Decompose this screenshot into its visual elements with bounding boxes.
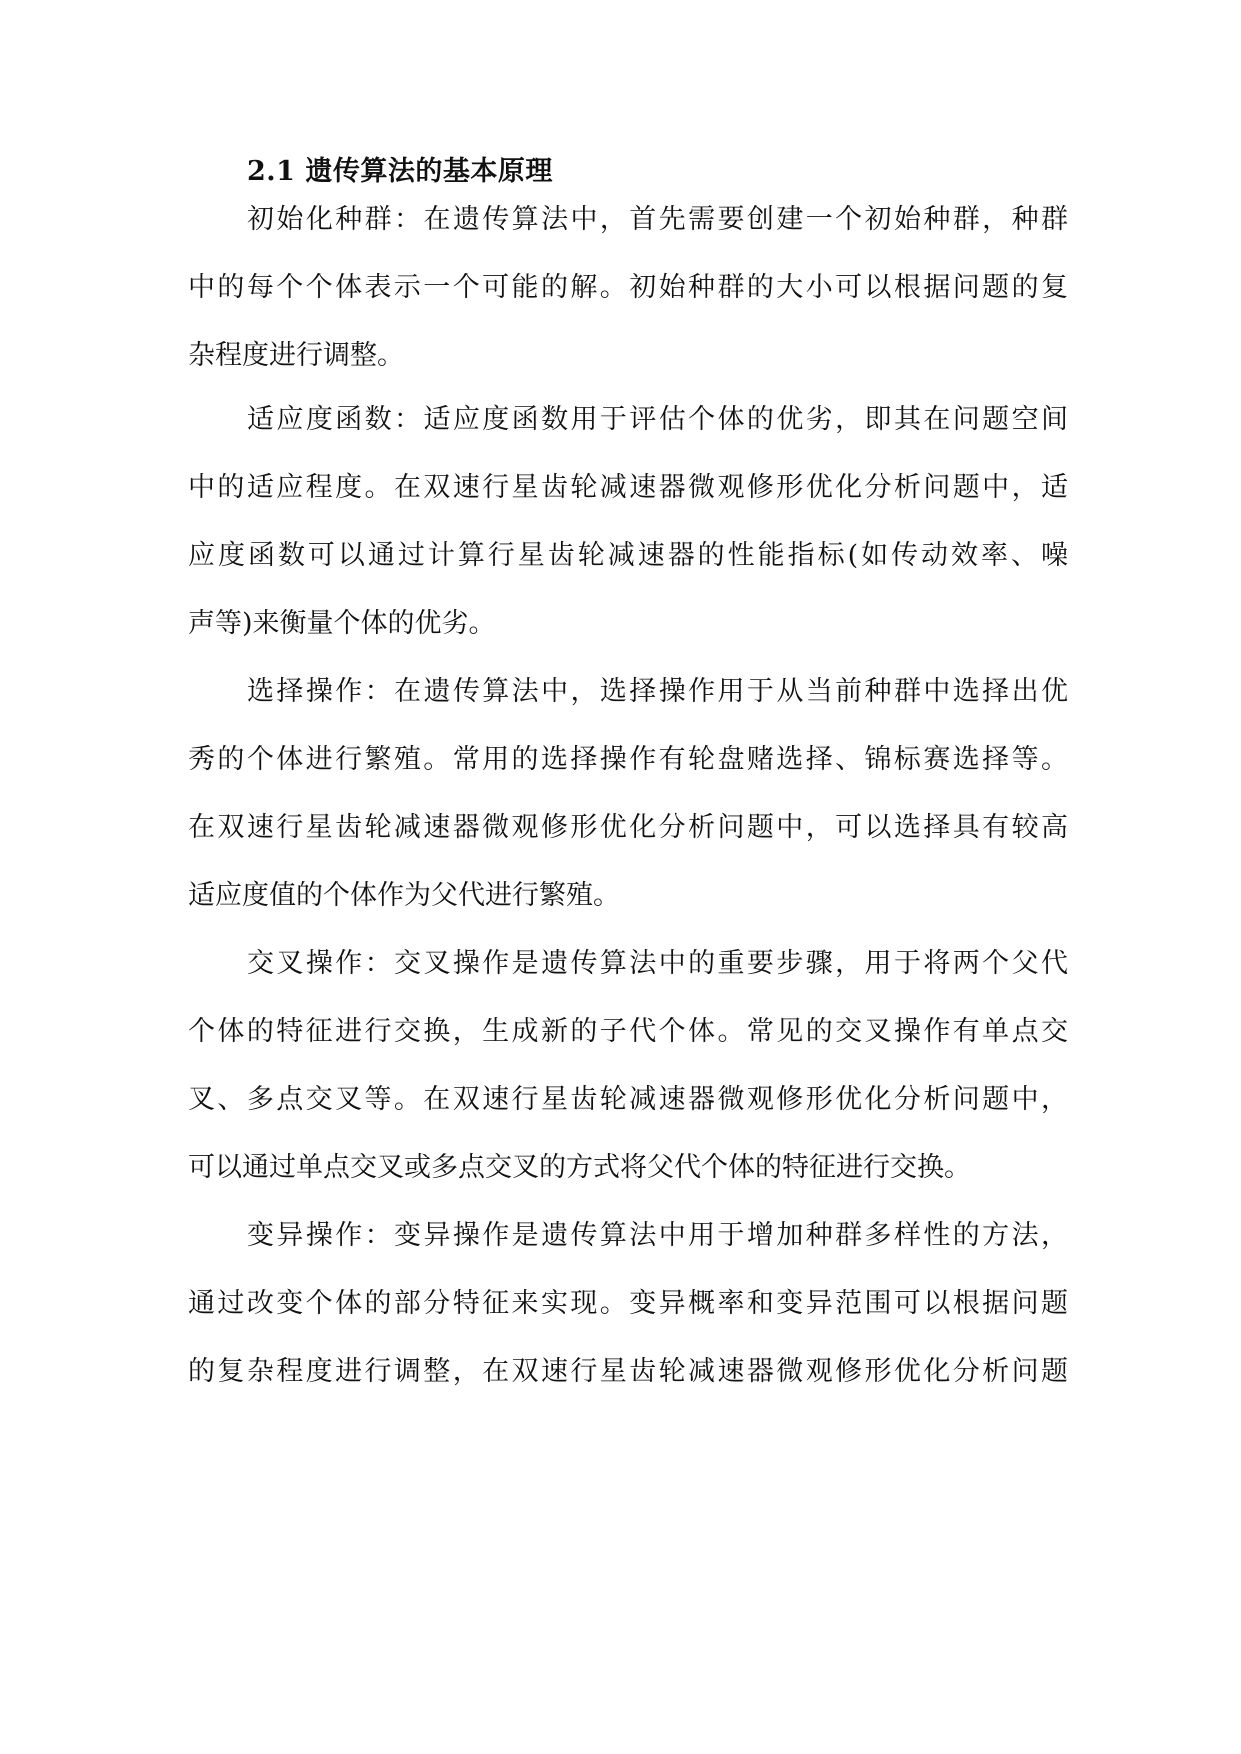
paragraph-line: 个体的特征进行交换，生成新的子代个体。常见的交叉操作有单点交 — [188, 1016, 1068, 1047]
paragraph-line: 交叉操作：交叉操作是遗传算法中的重要步骤，用于将两个父代 — [247, 948, 1068, 979]
paragraph-line: 的复杂程度进行调整，在双速行星齿轮减速器微观修形优化分析问题 — [188, 1356, 1068, 1387]
paragraph-line: 秀的个体进行繁殖。常用的选择操作有轮盘赌选择、锦标赛选择等。 — [188, 744, 1068, 775]
paragraph-line: 中的适应程度。在双速行星齿轮减速器微观修形优化分析问题中，适 — [188, 472, 1068, 503]
paragraph-line: 叉、多点交叉等。在双速行星齿轮减速器微观修形优化分析问题中， — [188, 1084, 1068, 1115]
paragraph-line: 杂程度进行调整。 — [188, 340, 404, 371]
paragraph-line: 应度函数可以通过计算行星齿轮减速器的性能指标(如传动效率、噪 — [188, 540, 1068, 571]
section-heading: 2.1 遗传算法的基本原理 — [247, 156, 553, 187]
paragraph-line: 初始化种群：在遗传算法中，首先需要创建一个初始种群，种群 — [247, 204, 1068, 235]
paragraph-line: 可以通过单点交叉或多点交叉的方式将父代个体的特征进行交换。 — [188, 1152, 971, 1183]
paragraph-line: 通过改变个体的部分特征来实现。变异概率和变异范围可以根据问题 — [188, 1288, 1068, 1319]
paragraph-line: 声等)来衡量个体的优劣。 — [188, 608, 496, 639]
paragraph-line: 中的每个个体表示一个可能的解。初始种群的大小可以根据问题的复 — [188, 272, 1068, 303]
paragraph-line: 适应度值的个体作为父代进行繁殖。 — [188, 880, 620, 911]
paragraph-line: 适应度函数：适应度函数用于评估个体的优劣，即其在问题空间 — [247, 404, 1068, 435]
paragraph-line: 选择操作：在遗传算法中，选择操作用于从当前种群中选择出优 — [247, 676, 1068, 707]
paragraph-line: 变异操作：变异操作是遗传算法中用于增加种群多样性的方法， — [247, 1220, 1068, 1251]
paragraph-line: 在双速行星齿轮减速器微观修形优化分析问题中，可以选择具有较高 — [188, 812, 1068, 843]
